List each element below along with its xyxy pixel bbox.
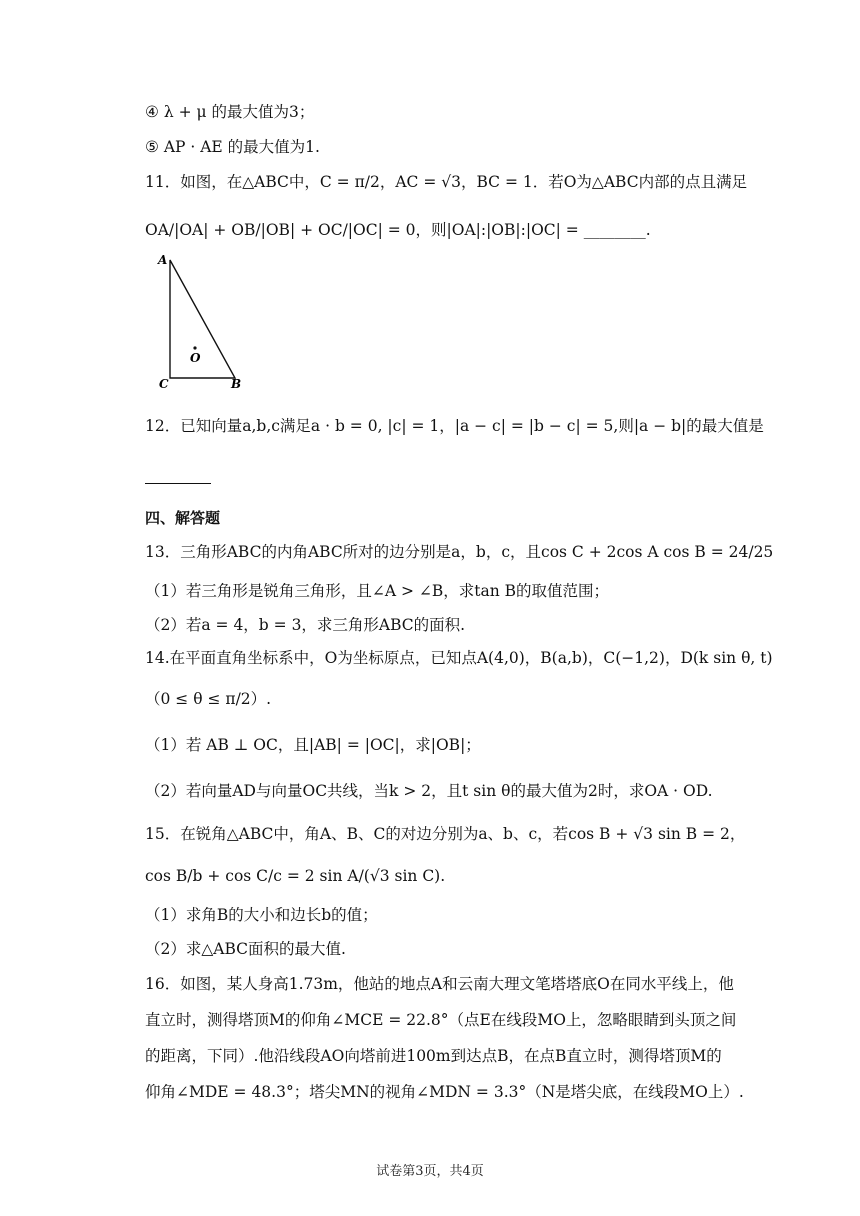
question-12-text: 12．已知向量a,b,c满足a · b = 0, |c| = 1，|a − c| = |b − c| = 5,则|a − b|的最大值是 — [145, 417, 764, 435]
question-16-line-2: 直立时，测得塔顶M的仰角∠MCE = 22.8°（点E在线段MO上，忽略眼睛到头顶之间 — [145, 1011, 737, 1029]
statement-4: ④ λ + μ 的最大值为3； — [145, 103, 315, 121]
question-14-condition: （0 ≤ θ ≤ π/2）. — [145, 690, 272, 708]
question-16-line-1: 16．如图，某人身高1.73m，他站的地点A和云南大理文笔塔塔底O在同水平线上，他 — [145, 975, 734, 993]
question-13-text: 13．三角形ABC的内角ABC所对的边分别是a，b，c，且cos C + 2cos A cos B = 24/25 — [145, 543, 774, 561]
label-c: C — [159, 377, 169, 390]
question-13-part-2: （2）若a = 4，b = 3，求三角形ABC的面积. — [145, 616, 466, 634]
section-4-heading: 四、解答题 — [145, 509, 221, 527]
question-13-part-1: （1）若三角形是锐角三角形，且∠A > ∠B，求tan B的取值范围； — [145, 582, 610, 600]
triangle-figure — [155, 250, 255, 390]
question-16-line-4: 仰角∠MDE = 48.3°；塔尖MN的视角∠MDN = 3.3°（N是塔尖底，在线段MO上）. — [145, 1083, 744, 1101]
question-15-part-1: （1）求角B的大小和边长b的值； — [145, 906, 378, 924]
question-11-equation: OA/|OA| + OB/|OB| + OC/|OC| = 0，则|OA|:|OB|:|OC| = ________. — [145, 221, 651, 239]
question-15-text: 15．在锐角△ABC中，角A、B、C的对边分别为a、b、c，若cos B + √3 sin B = 2， — [145, 825, 746, 843]
question-14-part-1: （1）若 AB ⊥ OC，且|AB| = |OC|，求|OB|； — [145, 736, 481, 754]
question-12-blank — [145, 460, 211, 484]
page-footer: 试卷第3页，共4页 — [376, 1164, 484, 1179]
label-o: O — [190, 351, 201, 365]
question-16-line-3: 的距离，下同）.他沿线段AO向塔前进100m到达点B，在点B直立时，测得塔顶M的 — [145, 1047, 722, 1065]
question-15-equation: cos B/b + cos C/c = 2 sin A/(√3 sin C). — [145, 867, 446, 885]
statement-5: ⑤ AP · AE 的最大值为1. — [145, 138, 320, 156]
question-14-part-2: （2）若向量AD与向量OC共线，当k > 2，且t sin θ的最大值为2时，求OA · OD. — [145, 782, 713, 800]
question-14-text: 14.在平面直角坐标系中，O为坐标原点，已知点A(4,0)，B(a,b)，C(−1,2)，D(k sin θ, t) — [145, 649, 773, 667]
question-11-text: 11．如图，在△ABC中，C = π/2，AC = √3，BC = 1．若O为△ABC内部的点且满足 — [145, 173, 748, 191]
label-b: B — [231, 377, 242, 390]
question-15-part-2: （2）求△ABC面积的最大值. — [145, 940, 346, 958]
label-a: A — [158, 253, 168, 267]
